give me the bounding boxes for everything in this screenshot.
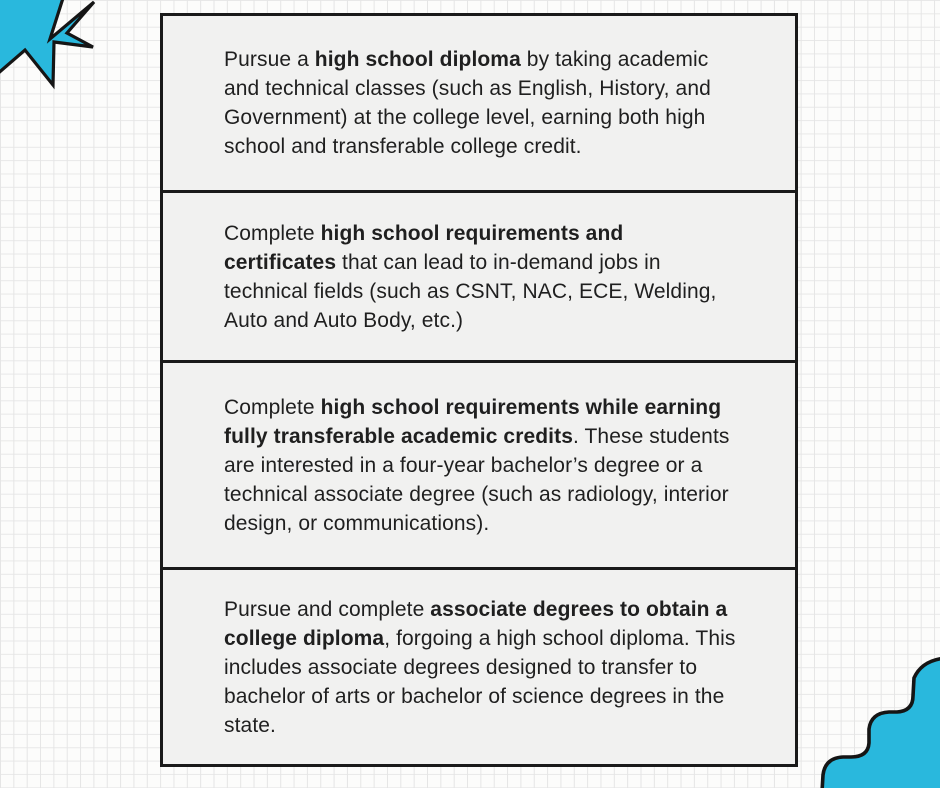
pathway-box-4: [163, 567, 795, 764]
stair-cloud-shape: [822, 658, 940, 788]
stair-cloud-icon: [810, 640, 940, 788]
text-segment: Pursue and complete: [224, 597, 431, 621]
pathway-panel: [160, 13, 798, 767]
text-segment-bold: associate degrees to obtain a college diploma: [224, 597, 728, 650]
pathway-box-1: [163, 16, 795, 190]
pathway-box-3: [163, 360, 795, 567]
text-segment-bold: high school requirements while earning fully transferable academic credits: [224, 395, 722, 448]
starburst-icon: [0, 0, 100, 92]
text-segment: Complete: [224, 221, 321, 245]
text-segment: Complete: [224, 395, 321, 419]
text-segment: that can lead to in-demand jobs in technical fields (such as CSNT, NAC, ECE, Welding, Auto and Auto Body, etc.): [224, 250, 717, 332]
starburst-shape: [0, 0, 94, 85]
pathway-text-2: [224, 219, 739, 335]
text-segment: by taking academic and technical classes (such as English, History, and Government) at the college level, earning both high school and transferable college credit.: [224, 48, 711, 158]
pathway-text-1: [224, 45, 739, 161]
text-segment-bold: high school requirements and certificates: [224, 221, 624, 274]
text-segment: , forgoing a high school diploma. This includes associate degrees designed to transfer to bachelor of arts or bachelor of science degrees in the state.: [224, 626, 736, 737]
text-segment-bold: high school diploma: [314, 48, 521, 71]
text-segment: . These students are interested in a four-year bachelor’s degree or a technical associate degree (such as radiology, interior design, or communications).: [224, 424, 730, 535]
pathway-box-2: [163, 190, 795, 360]
pathway-text-4: [224, 595, 739, 740]
pathway-text-3: [224, 393, 739, 538]
text-segment: Pursue a: [224, 48, 315, 71]
